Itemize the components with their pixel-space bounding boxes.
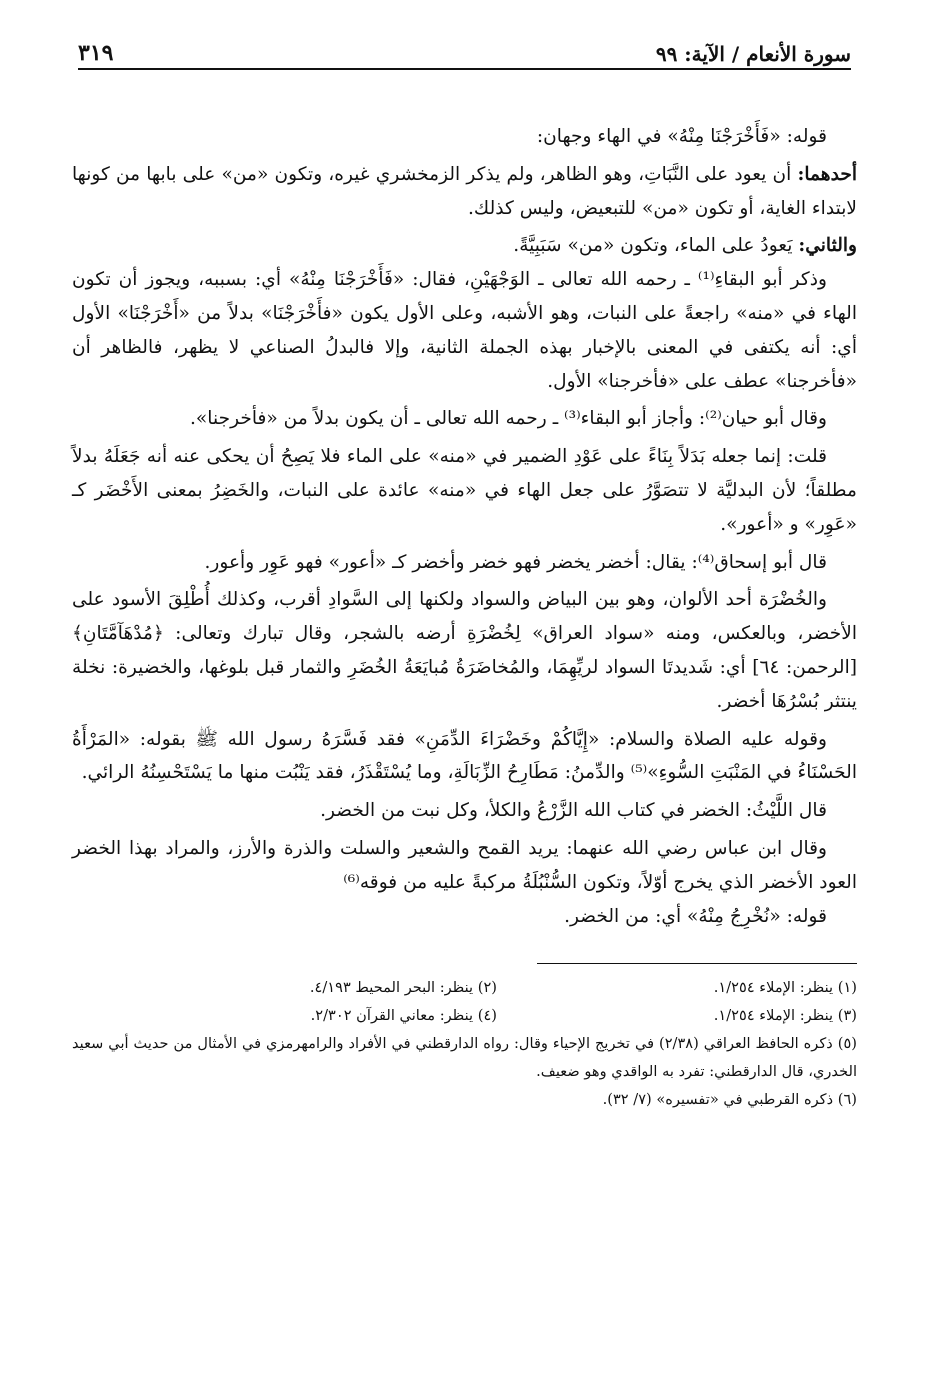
paragraph-2-lead: أحدهما: — [797, 163, 857, 185]
footnote-row — [72, 1002, 857, 1030]
main-text — [72, 120, 857, 933]
paragraph-2 — [72, 158, 857, 226]
page-number: ٣١٩ — [78, 40, 114, 66]
paragraph-9: وقوله عليه الصلاة والسلام: «إِيَّاكُمْ وخَضْرَاءَ الدِّمَنِ» فقد فَسَّرَهُ رسول الله ﷺ بقوله: «المَرْأَةُ الحَسْنَاءُ في المَنْبَتِ السُّوءِ»⁽⁵⁾ والدِّمنُ: مَطَارِحُ الزِّبَالَةِ، وما يُسْتَقْذَرُ، فقد يَنْبُت منها ما يَسْتَحْسِنُهُ الرائي. — [72, 728, 857, 784]
footnote-1: (١) ينظر: الإملاء ١/٢٥٤. — [713, 979, 857, 997]
footnote-separator — [537, 963, 857, 964]
footnote-6: (٦) ذكره القرطبي في «تفسيره» (٧/ ٣٢). — [602, 1091, 857, 1109]
running-header — [78, 36, 851, 70]
paragraph-8: والخُضْرَة أحد الألوان، وهو بين البياض والسواد ولكنها إلى السَّوادِ أقرب، وكذلك أُطْلِقَ الأسود على الأخضر، وبالعكس، ومنه «سواد العراق» لِخُضْرَةِ أرضه بالشجر، وقال تبارك وتعالى: ﴿مُدْهَآمَّتَانِ﴾ [الرحمن: ٦٤] أي: شَديدتَا السواد لريِّهِمَا، والمُخاضَرَةُ مُبايَعَةُ الخُضَرِ والثمار قبل بلوغها، والخضيرة: نخلة ينتثر بُسْرُهَا أخضر. — [72, 589, 858, 712]
paragraph-3 — [72, 229, 857, 263]
paragraph-10: قال اللَّيْثُ: الخضر في كتاب الله الزَّرْعُ والكلأ، وكل نبت من الخضر. — [320, 800, 827, 822]
paragraph-1: قوله: «فَأَخْرَجْنَا مِنْهُ» في الهاء وجهان: — [536, 126, 827, 147]
running-title: سورة الأنعام / الآية: ٩٩ — [655, 42, 851, 66]
footnote-4: (٤) ينظر: معاني القرآن ٢/٣٠٢. — [310, 1007, 497, 1025]
paragraph-11: وقال ابن عباس رضي الله عنهما: يريد القمح والشعير والسلت والذرة والأرز، والمراد بهذا الخضر العود الأخضر الذي يخرج أوّلاً، وتكون السُّنْبُلَةُ مركبةً عليه من فوقه⁽⁶⁾ — [72, 837, 857, 893]
paragraph-5: وقال أبو حيان⁽²⁾: وأجاز أبو البقاء⁽³⁾ ـ رحمه الله تعالى ـ أن يكون بدلاً من «فأخرجنا». — [190, 408, 827, 430]
footnote-row — [72, 974, 857, 1002]
footnote-5: (٥) ذكره الحافظ العراقي (٢/٣٨) في تخريج الإحياء وقال: رواه الدارقطني في الأفراد والرامهرمزي في الأمثال من حديث أبي سعيد الخدري، قال الدارقطني: تفرد به الواقدي وهو ضعيف. — [72, 1035, 857, 1081]
paragraph-7: قال أبو إسحاق⁽⁴⁾: يقال: أخضر يخضر فهو خضر وأخضر كـ «أعور» فهو عَوِر وأعور. — [204, 551, 827, 573]
paragraph-2-text: أن يعود على النَّبَاتِ، وهو الظاهر، ولم يذكر الزمخشري غيره، وتكون «من» على بابها من كونها لابتداء الغاية، أو تكون «من» للتبعيض، وليس كذلك. — [72, 163, 857, 219]
paragraph-3-text: يَعودُ على الماء، وتكون «من» سَبَبِيَّةً. — [513, 235, 799, 257]
footnotes — [72, 974, 857, 1114]
paragraph-6: قلت: إنما جعله بَدَلاً بِنَاءً على عَوْدِ الضمير في «منه» على الماء فلا يَصِحُ أن يحكى عنه أنه جَعَلَهُ بدلاً مطلقاً؛ لأن البدليَّة لا تتصَوَّرُ على جعل الهاء في «منه» عائدة على النبات، والخَضِرُ بمعنى الأَخْضَر كـ «عَوِر» و «أعور». — [72, 446, 857, 535]
paragraph-3-lead: والثاني: — [798, 235, 857, 257]
footnote-3: (٣) ينظر: الإملاء ١/٢٥٤. — [713, 1007, 857, 1025]
footnote-2: (٢) ينظر: البحر المحيط ٤/١٩٣. — [309, 979, 497, 997]
paragraph-12: قوله: «نُخْرِجُ مِنْهُ» أي: من الخضر. — [564, 905, 827, 927]
paragraph-4: وذكر أبو البقاءِ⁽¹⁾ ـ رحمه الله تعالى ـ الوَجْهَيْنِ، فقال: «فَأَخْرَجْنَا مِنْهُ» أي: بسببه، ويجوز أن تكون الهاء في «منه» راجعةً على النبات، وهو الأشبه، وعلى الأول يكون «فأَخْرَجْنَا» بدلاً من «أَخْرَجْنَا» الأول أي: أنه يكتفى في المعنى بالإخبار بهذه الجملة الثانية، وإلا فالبدلُ الصناعي لا يظهر، فالظاهر أن «فأخرجنا» عطف على «فأخرجنا» الأول. — [72, 269, 857, 392]
